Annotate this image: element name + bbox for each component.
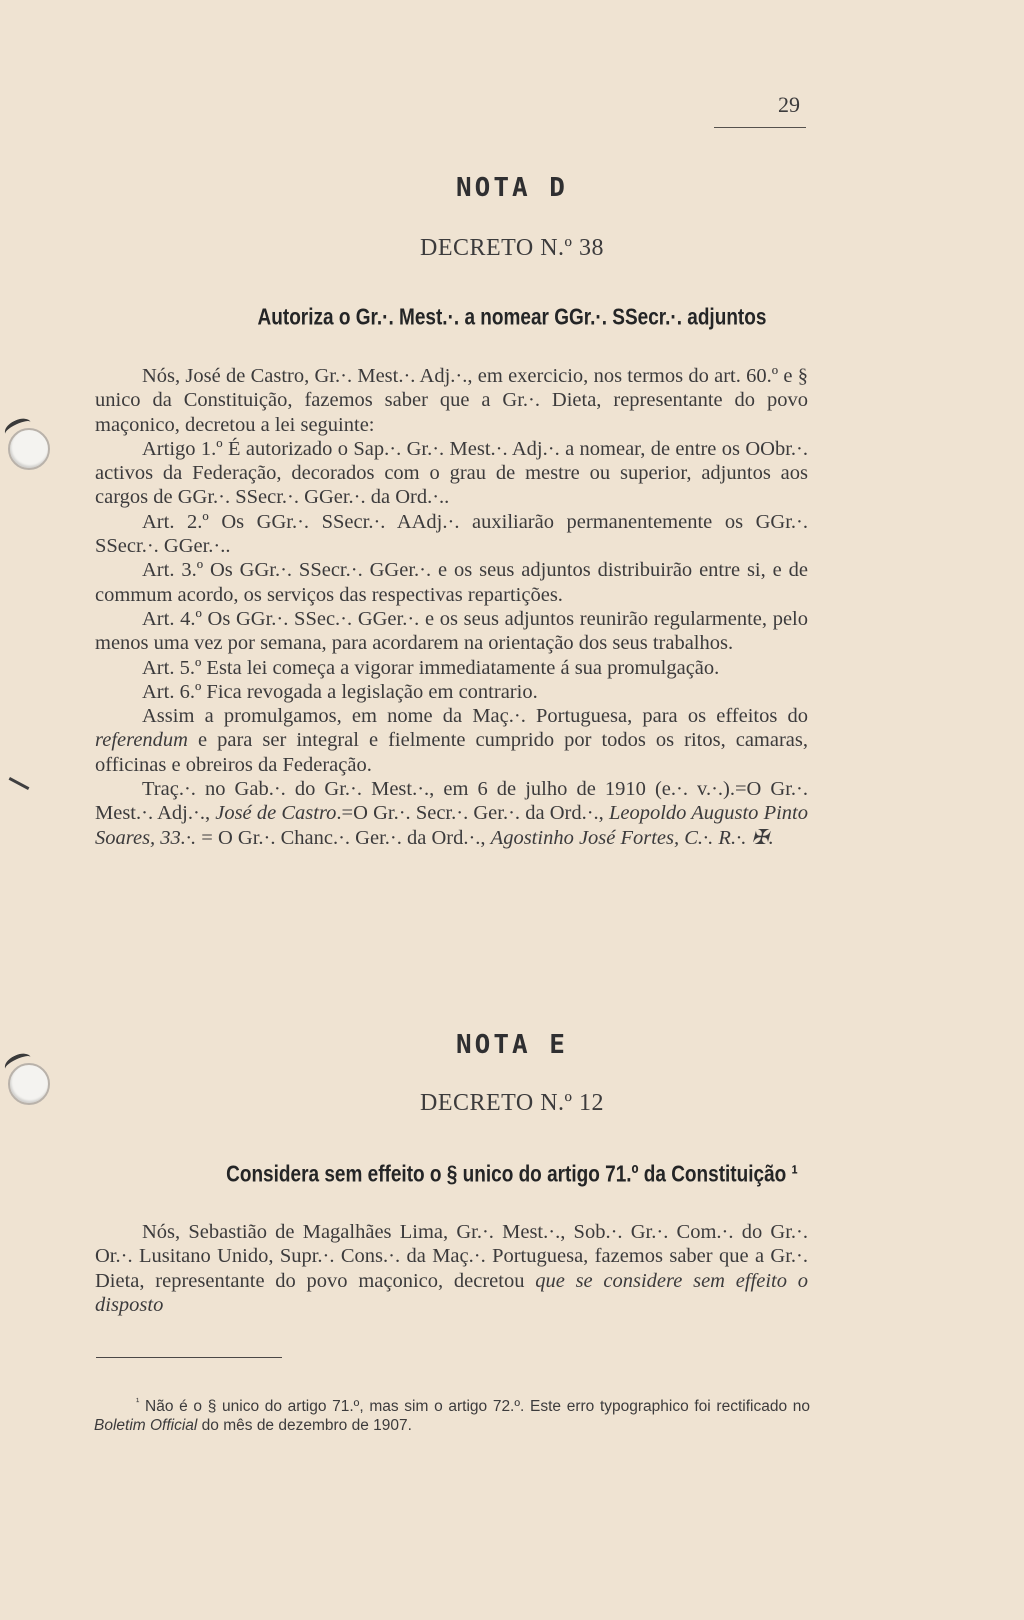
nota-d-subtitle: Autoriza o Gr.·. Mest.·. a nomear GGr.·. SSecr.·. adjuntos — [257, 305, 767, 331]
article-2: Art. 2.º Os GGr.·. SSecr.·. AAdj.·. auxiliarão permanentemente os GGr.·. SSecr.·. GGer.·.. — [95, 510, 808, 558]
footnote-marker: ¹ — [136, 1397, 140, 1408]
preamble-paragraph: Nós, José de Castro, Gr.·. Mest.·. Adj.·., em exercicio, nos termos do art. 60.º e § unico da Constituição, fazemos saber que a Gr.·. Dieta, representante do povo maçonico, decretou a lei seguinte: — [95, 365, 808, 436]
nota-e-subtitle: Considera sem effeito o § unico do artigo 71.º da Constituição ¹ — [226, 1162, 798, 1188]
footnote: $^{^1}$ Não é o § unico do artigo 71.º, mas sim o artigo 72.º. Este erro typographico foi rectificado no Boletim Official do mês de dezembro de 1907. — [94, 1397, 810, 1435]
page-number-rule — [714, 127, 806, 128]
article-6: Art. 6.º Fica revogada a legislação em contrario. — [142, 680, 538, 703]
nota-e-body — [95, 1220, 808, 1317]
nota-d-body — [95, 364, 808, 850]
margin-mark — [9, 777, 30, 790]
binding-hole-top — [8, 428, 50, 470]
promulgation-paragraph: Assim a promulgamos, em nome da Maç.·. Portuguesa, para os effeitos do referendum e para ser integral e fielmente cumprido por todos os ritos, camaras, officinas e obreiros da Federação. — [95, 705, 808, 776]
signatory-2: Leopoldo Augusto Pinto Soares, 33.·. — [95, 802, 809, 849]
nota-e-decree-title: DECRETO N.º 12 — [420, 1090, 604, 1116]
nota-d-decree-title: DECRETO N.º 38 — [420, 235, 604, 261]
signatory-1: José de Castro — [215, 802, 337, 825]
publication-title: Boletim Official — [94, 1417, 198, 1435]
nota-d-heading: NOTA D — [456, 173, 568, 203]
article-5: Art. 5.º Esta lei começa a vigorar immediatamente á sua promulgação. — [142, 656, 720, 679]
referendum-term: referendum — [95, 729, 188, 752]
signature-paragraph: Traç.·. no Gab.·. do Gr.·. Mest.·., em 6 de julho de 1910 (e.·. v.·.).=O Gr.·. Mest.·. Adj.·., José de Castro.=O Gr.·. Secr.·. Ger.·. da Ord.·., Leopoldo Augusto Pinto Soares, 33.·. = O Gr.·. Chanc.·. Ger.·. da Ord.·., Agostinho José Fortes, C.·. R.·. ✠. — [95, 778, 809, 849]
article-1: Artigo 1.º É autorizado o Sap.·. Gr.·. Mest.·. Adj.·. a nomear, de entre os OObr.·. activos da Federação, decorados com o grau de mestre ou superior, adjuntos aos cargos de GGr.·. SSecr.·. GGer.·. da Ord.·.. — [95, 437, 808, 509]
nota-e-italic-clause: que se considere sem effeito o disposto — [95, 1269, 808, 1316]
nota-e-preamble: Nós, Sebastião de Magalhães Lima, Gr.·. Mest.·., Sob.·. Gr.·. Com.·. do Gr.·. Or.·. Lusitano Unido, Supr.·. Cons.·. da Maç.·. Portuguesa, fazemos saber que a Gr.·. Dieta, representante do povo maçonico, decretou que se considere sem effeito o disposto — [95, 1221, 808, 1316]
page-number: 29 — [778, 92, 800, 117]
signatory-3: Agostinho José Fortes, C.·. R.·. ✠. — [490, 826, 774, 849]
nota-e-heading: NOTA E — [456, 1030, 568, 1060]
article-3: Art. 3.º Os GGr.·. SSecr.·. GGer.·. e os seus adjuntos distribuirão entre si, e de commum acordo, os serviços das respectivas repartições. — [95, 559, 808, 606]
article-4: Art. 4.º Os GGr.·. SSec.·. GGer.·. e os seus adjuntos reunirão regularmente, pelo menos uma vez por semana, para acordarem na orientação dos seus trabalhos. — [95, 607, 808, 655]
footnote-rule — [96, 1357, 282, 1358]
